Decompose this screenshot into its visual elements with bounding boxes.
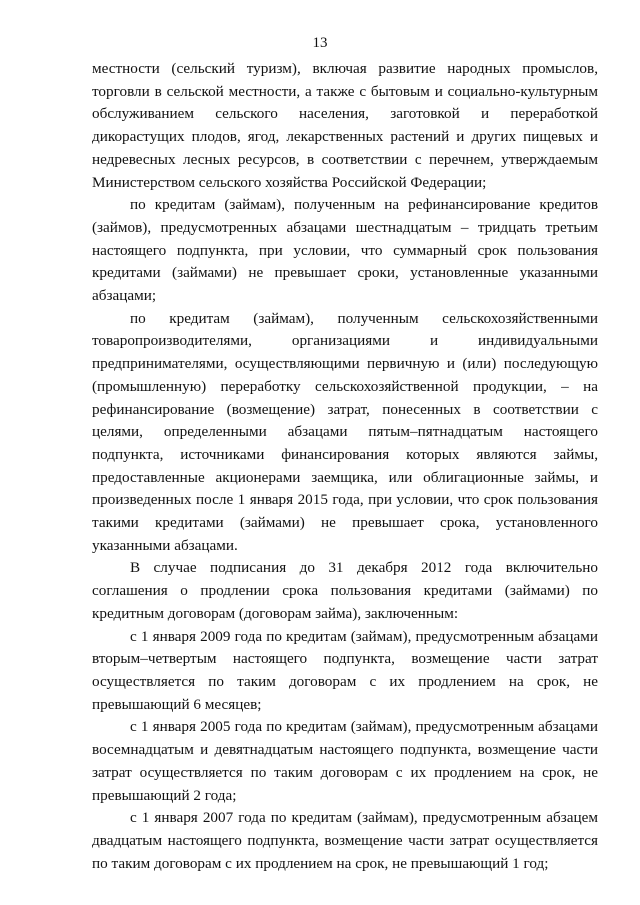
paragraph-2007-clause: с 1 января 2007 года по кредитам (займам), предусмотренным абзацем двадцатым настоящего подпункта, возмещение части затрат осуществляется по таким договорам с их продлением на срок, не превышающий 1 год;: [92, 809, 598, 872]
paragraph-extension-condition: В случае подписания до 31 декабря 2012 года включительно соглашения о продлении срока пользования кредитами (займами) по кредитным договорам (договорам займа), заключенным:: [92, 559, 598, 622]
paragraph-producers-clause: по кредитам (займам), полученным сельскохозяйственными товаропроизводителями, организациями и индивидуальными предпринимателями, осуществляющими первичную и (или) последующую (промышленную) переработку сельскохозяйственной продукции, – на рефинансирование (возмещение) затрат, понесенных в соответствии с целями, определенными абзацами пятым–пятнадцатым настоящего подпункта, источниками финансирования которых являются займы, предоставленные акционерами заемщика, или облигационные займы, и произведенных после 1 января 2015 года, при условии, что срок пользования такими кредитами (займами) не превышает срока, установленного указанными абзацами.: [92, 309, 598, 554]
page-number: 13: [312, 35, 328, 51]
paragraph-2009-clause: с 1 января 2009 года по кредитам (займам), предусмотренным абзацами вторым–четвертым настоящего подпункта, возмещение части затрат осуществляется по таким договорам с их продлением на срок, не превышающий 6 месяцев;: [92, 627, 598, 713]
paragraph-2005-clause: с 1 января 2005 года по кредитам (займам), предусмотренным абзацами восемнадцатым и девятнадцатым настоящего подпункта, возмещение части затрат осуществляется по таким договорам с их продлением на срок, не превышающий 2 года;: [92, 718, 598, 804]
paragraph-continuation: местности (сельский туризм), включая развитие народных промыслов, торговли в сельской местности, а также с бытовым и социально-культурным обслуживанием сельского населения, заготовкой и переработкой дикорастущих плодов, ягод, лекарственных растений и других пищевых и недревесных лесных ресурсов, в соответствии с перечнем, утверждаемым Министерством сельского хозяйства Российской Федерации;: [92, 60, 598, 191]
document-body: [92, 58, 598, 875]
paragraph-refinancing-clause: по кредитам (займам), полученным на рефинансирование кредитов (займов), предусмотренных абзацами шестнадцатым – тридцать третьим настоящего подпункта, при условии, что суммарный срок пользования кредитами (займами) не превышает сроки, установленные указанными абзацами;: [92, 196, 598, 305]
